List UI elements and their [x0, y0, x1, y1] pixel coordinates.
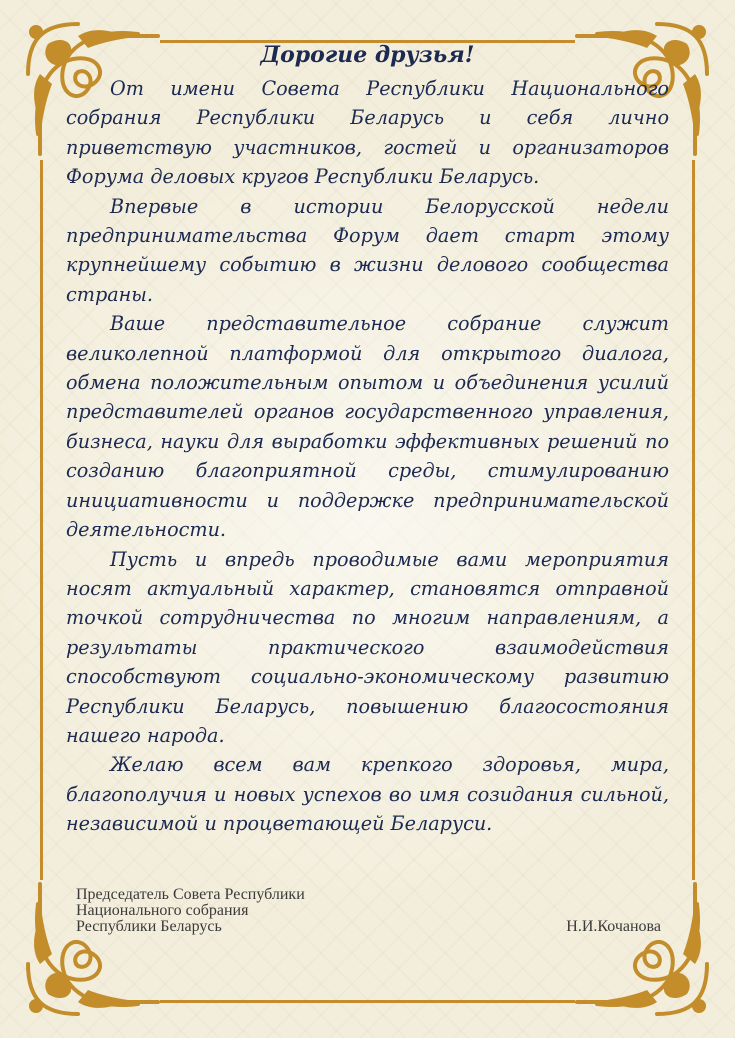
signature-block — [76, 887, 661, 935]
signer-position-line: Председатель Совета Республики — [76, 886, 305, 903]
letter-paragraph: Желаю всем вам крепкого здоровья, мира, благополучия и новых успехов во имя созидания сильной, независимой и процветающей Беларуси. — [66, 753, 669, 836]
frame-bottom-line — [160, 1000, 575, 1003]
letter-paragraph: От имени Совета Республики Национального собрания Республики Беларусь и себя лично приветствую участников, гостей и организаторов Форума деловых кругов Республики Беларусь. — [66, 77, 669, 189]
signer-name: Н.И.Кочанова — [566, 918, 661, 935]
letter-title: Дорогие друзья! — [260, 42, 475, 68]
signer-position-line: Национального собрания — [76, 902, 249, 919]
frame-right-line — [692, 160, 695, 880]
letter-paragraph: Впервые в истории Белорусской недели предпринимательства Форум дает старт этому крупнейшему событию в жизни делового сообщества страны. — [66, 194, 669, 306]
letter-paragraph: Ваше представительное собрание служит великолепной платформой для открытого диалога, обмена положительным опытом и объединения усилий представителей органов государственного управления, бизнеса, науки для выработки эффективных решений по созданию благоприятной среды, стимулированию инициативности и поддержке предпринимательской деятельности. — [66, 312, 669, 542]
greeting-letter — [66, 40, 669, 839]
signer-position-line: Республики Беларусь — [76, 918, 222, 935]
frame-left-line — [40, 160, 43, 880]
letter-paragraph: Пусть и впредь проводимые вами мероприятия носят актуальный характер, становятся отправной точкой сотрудничества по многим направлениям, а результаты практического взаимодействия способствуют социально-экономическому развитию Республики Беларусь, повышению благосостояния нашего народа. — [66, 547, 669, 747]
